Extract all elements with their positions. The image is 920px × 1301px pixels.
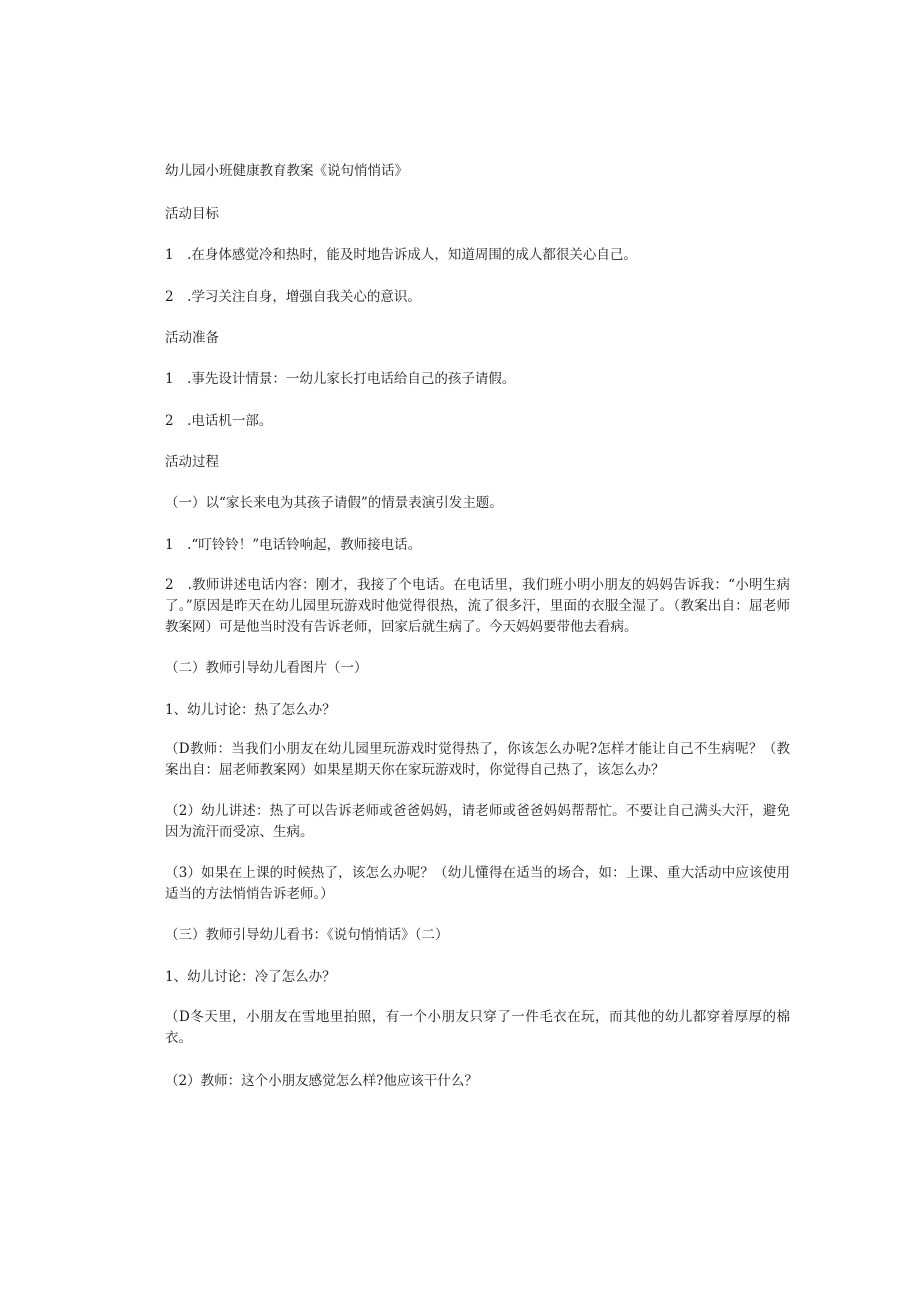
heading-process: 活动过程 <box>165 454 219 470</box>
goal-item-2: 2 .学习关注自身，增强自我关心的意识。 <box>165 289 421 305</box>
section-3-sub-2: （2）教师：这个小朋友感觉怎么样?他应该干什么？ <box>165 1073 478 1089</box>
goal-item-1: 1 .在身体感觉冷和热时，能及时地告诉成人，知道周围的成人都很关心自己。 <box>165 247 637 263</box>
document-title: 幼儿园小班健康教育教案《说句悄悄话》 <box>165 163 408 179</box>
section-3-item-1: 1、幼儿讨论：冷了怎么办？ <box>165 969 336 985</box>
section-2-item-1: 1、幼儿讨论：热了怎么办？ <box>165 702 336 718</box>
section-heading-2: （二）教师引导幼儿看图片（一） <box>165 660 368 676</box>
section-2-sub-3: （3）如果在上课的时候热了，该怎么办呢？（幼儿懂得在适当的场合，如：上课、重大活动中应该使用适当的方法悄悄告诉老师。） <box>165 865 790 902</box>
section-2-sub-1: （D教师：当我们小朋友在幼儿园里玩游戏时觉得热了，你该怎么办呢?怎样才能让自己不生病呢？（教案出自：屈老师教案网）如果星期天你在家玩游戏时，你觉得自己热了，该怎么办？ <box>165 741 790 778</box>
heading-goals: 活动目标 <box>165 206 219 222</box>
heading-preparation: 活动准备 <box>165 330 219 346</box>
section-1-item-2: 2 .教师讲述电话内容：刚才，我接了个电话。在电话里，我们班小明小朋友的妈妈告诉我：“小明生病了。”原因是昨天在幼儿园里玩游戏时他觉得很热，流了很多汗，里面的衣服全湿了。（教案出自：屈老师教案网）可是他当时没有告诉老师，回家后就生病了。今天妈妈要带他去看病。 <box>165 577 790 635</box>
section-heading-1: （一）以“家长来电为其孩子请假”的情景表演引发主题。 <box>165 495 503 511</box>
section-1-item-1: 1 .“叮铃铃！”电话铃响起，教师接电话。 <box>165 537 422 553</box>
section-3-sub-1: （D冬天里，小朋友在雪地里拍照，有一个小朋友只穿了一件毛衣在玩，而其他的幼儿都穿着厚厚的棉衣。 <box>165 1009 790 1046</box>
prep-item-1: 1 .事先设计情景：一幼儿家长打电话给自己的孩子请假。 <box>165 371 516 387</box>
section-heading-3: （三）教师引导幼儿看书：《说句悄悄话》（二） <box>165 927 449 943</box>
prep-item-2: 2 .电话机一部。 <box>165 413 273 429</box>
section-2-sub-2: （2）幼儿讲述：热了可以告诉老师或爸爸妈妈，请老师或爸爸妈妈帮帮忙。不要让自己满头大汗，避免因为流汗而受凉、生病。 <box>165 803 790 840</box>
